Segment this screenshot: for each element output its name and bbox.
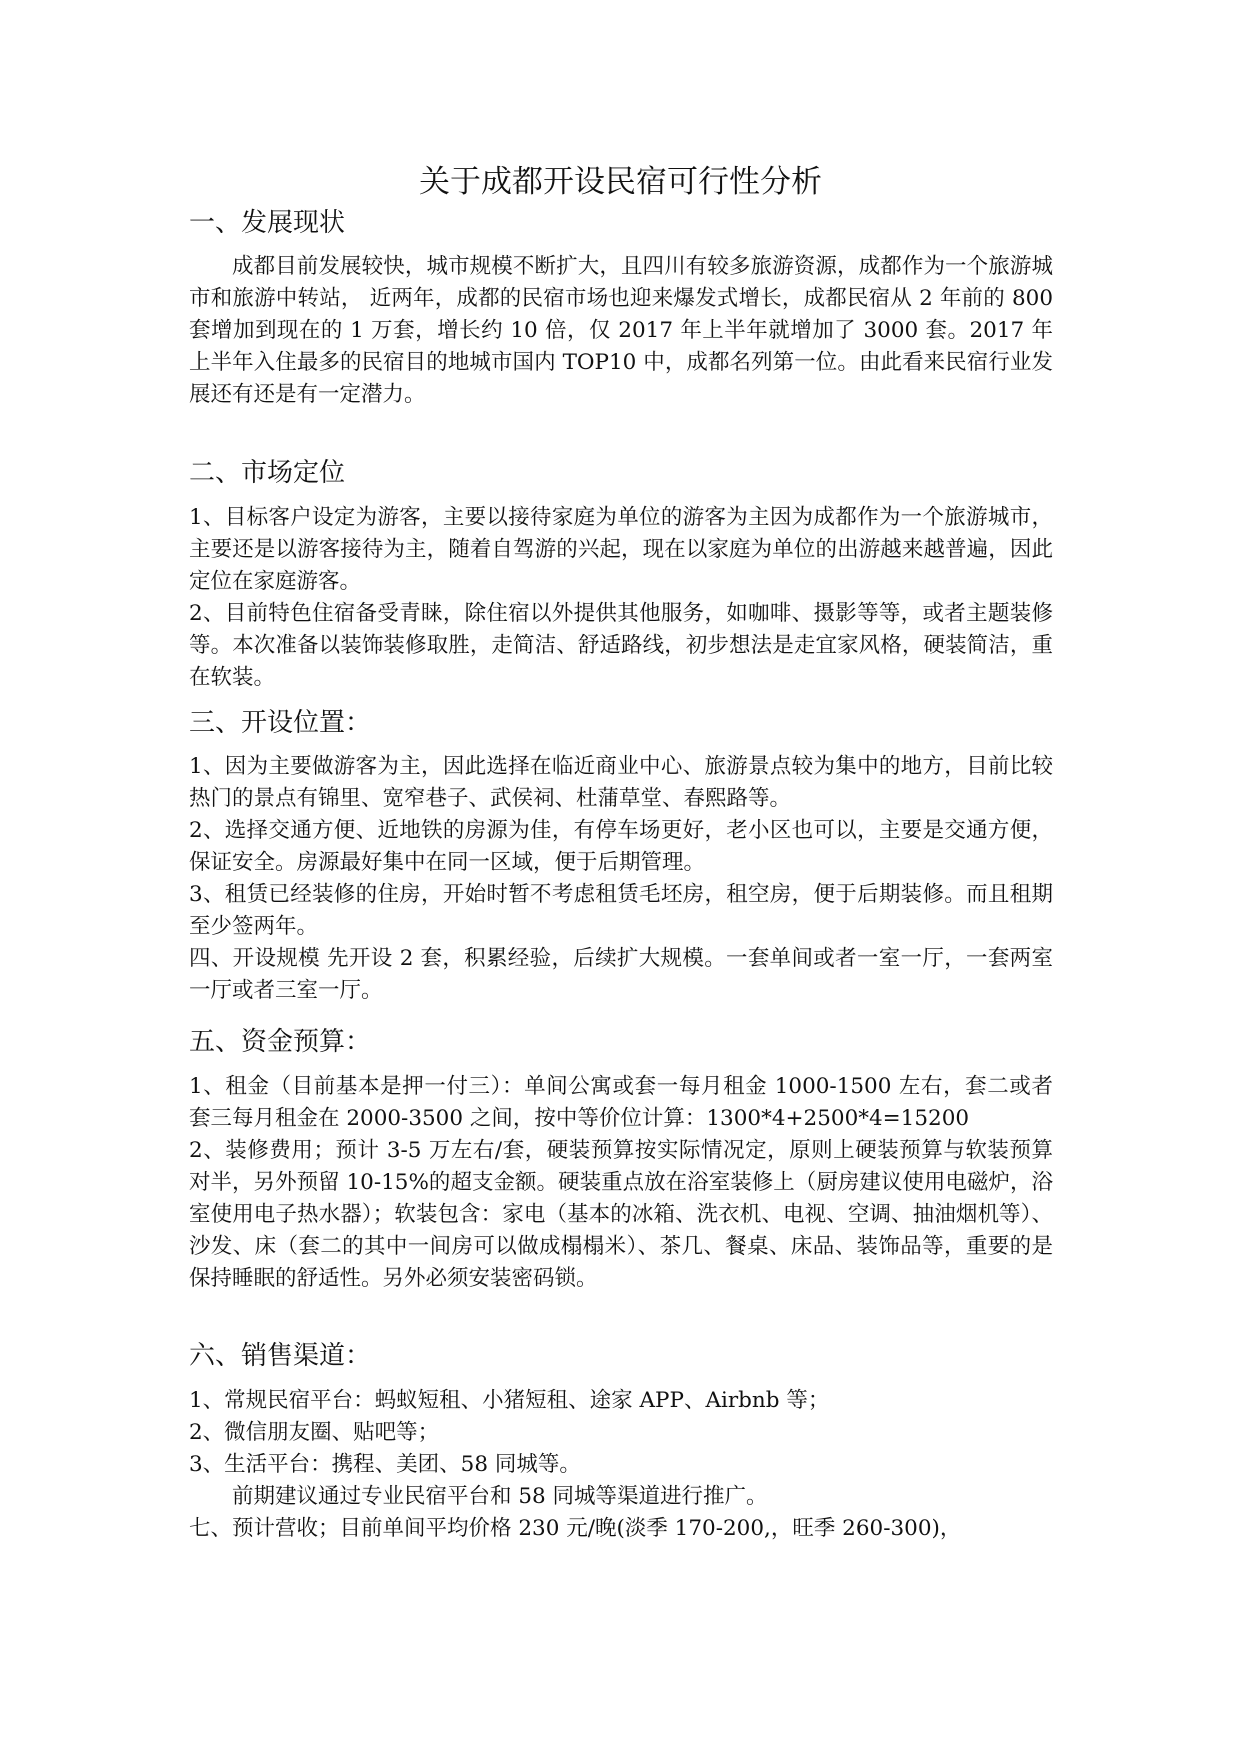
section-heading-market-positioning: 二、市场定位 [189,458,346,488]
section-heading-location: 三、开设位置： [189,708,372,738]
sales-channel-item-3: 3、生活平台：携程、美团、58 同城等。 [189,1452,581,1477]
section-heading-budget: 五、资金预算： [189,1027,372,1057]
document-title: 关于成都开设民宿可行性分析 [419,164,822,200]
location-item-3: 3、租赁已经装修的住房，开始时暂不考虑租赁毛坯房，租空房，便于后期装修。而且租期至少签两年。 [189,882,1053,939]
location-item-1: 1、因为主要做游客为主，因此选择在临近商业中心、旅游景点较为集中的地方，目前比较热门的景点有锦里、宽窄巷子、武侯祠、杜蒲草堂、春熙路等。 [189,754,1053,811]
sales-channel-item-2: 2、微信朋友圈、贴吧等； [189,1420,440,1445]
section-body-development-status: 成都目前发展较快，城市规模不断扩大，且四川有较多旅游资源，成都作为一个旅游城市和旅游中转站， 近两年，成都的民宿市场也迎来爆发式增长，成都民宿从 2 年前的 800 套增加到现在的 1 万套，增长约 10 倍，仅 2017 年上半年就增加了 3000 套。2017 年上半年入住最多的民宿目的地城市国内 TOP10 中，成都名列第一位。由此看来民宿行业发展还有还是有一定潜力。 [189,254,1053,407]
section-heading-sales-channels: 六、销售渠道： [189,1341,372,1371]
section-scale: 四、开设规模 先开设 2 套，积累经验，后续扩大规模。一套单间或者一室一厅，一套两室一厅或者三室一厅。 [189,946,1053,1003]
sales-channel-note: 前期建议通过专业民宿平台和 58 同城等渠道进行推广。 [232,1484,768,1509]
sales-channel-item-1: 1、常规民宿平台：蚂蚁短租、小猪短租、途家 APP、Airbnb 等； [189,1388,830,1413]
market-positioning-item-2: 2、目前特色住宿备受青睐，除住宿以外提供其他服务，如咖啡、摄影等等，或者主题装修等。本次准备以装饰装修取胜，走简洁、舒适路线，初步想法是走宜家风格，硬装简洁，重在软装。 [189,601,1053,690]
section-heading-development-status: 一、发展现状 [189,208,346,238]
market-positioning-item-1: 1、目标客户设定为游客，主要以接待家庭为单位的游客为主因为成都作为一个旅游城市，主要还是以游客接待为主，随着自驾游的兴起，现在以家庭为单位的出游越来越普遍，因此定位在家庭游客。 [189,505,1053,594]
budget-item-renovation: 2、装修费用；预计 3-5 万左右/套，硬装预算按实际情况定，原则上硬装预算与软装预算对半，另外预留 10-15%的超支金额。硬装重点放在浴室装修上（厨房建议使用电磁炉，浴室使用电子热水器）；软装包含：家电（基本的冰箱、洗衣机、电视、空调、抽油烟机等）、沙发、床（套二的其中一间房可以做成榻榻米）、茶几、餐桌、床品、装饰品等，重要的是保持睡眠的舒适性。另外必须安装密码锁。 [189,1138,1053,1291]
section-expected-revenue: 七、预计营收；目前单间平均价格 230 元/晚(淡季 170-200,，旺季 260-300)， [189,1516,962,1541]
budget-item-rent: 1、租金（目前基本是押一付三）：单间公寓或套一每月租金 1000-1500 左右，套二或者套三每月租金在 2000-3500 之间，按中等价位计算：1300*4+2500*4=15200 [189,1074,1053,1131]
location-item-2: 2、选择交通方便、近地铁的房源为佳，有停车场更好，老小区也可以，主要是交通方便，保证安全。房源最好集中在同一区域，便于后期管理。 [189,818,1053,875]
